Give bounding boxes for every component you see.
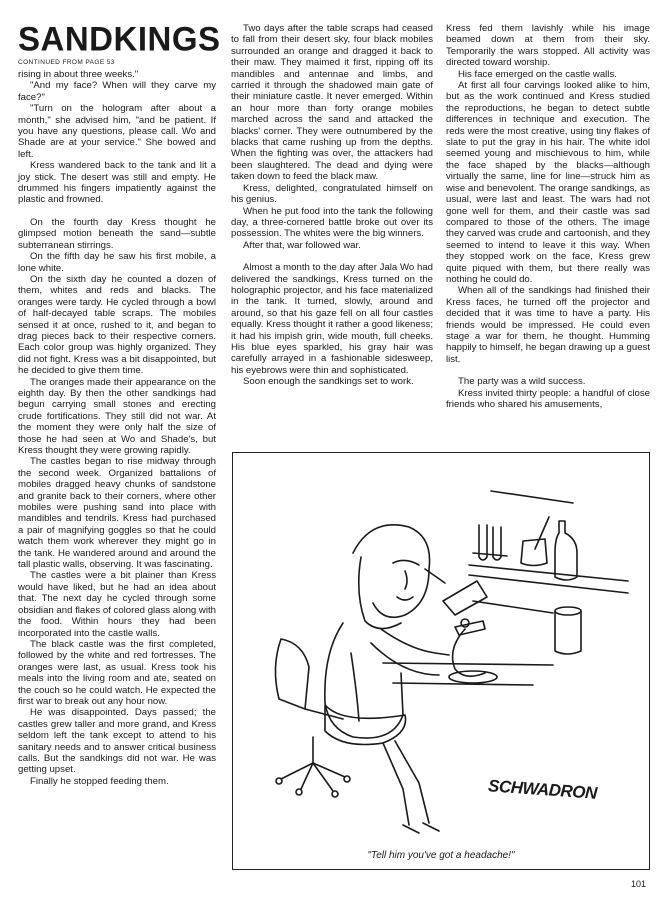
- paragraph: rising in about three weeks.": [18, 69, 139, 80]
- text-column-3: [446, 23, 650, 410]
- paragraph: Almost a month to the day after Jala Wo had delivered the sandkings, Kress turned on the holographic projector, and his face materialized in the tank. It turned, slowly, around and around, so that his gaze fell on all four castles equally. Kress thought it rather a good likeness; it had his impish grin, wide mouth, full cheeks. His blue eyes sparkled, his gray hair was carefully arrayed in a fashionable sidesweep, his eyebrows were thin and sophisticated.: [231, 262, 433, 376]
- paragraph: When he put food into the tank the following day, a three-cornered battle broke out over its possession. The whites were the big winners.: [231, 205, 433, 240]
- paragraph: "Turn on the hologram after about a month," she advised him, "and be patient. If you have any questions, please call. Wo and Shade are at your service." She bowed and left.: [18, 103, 216, 160]
- paragraph: Kress fed them lavishly while his image beamed down at them from their sky. Temporarily the wars stopped. All activity was directed toward worship.: [446, 23, 650, 69]
- paragraph: After that, war followed war.: [243, 239, 361, 251]
- paragraph: The party was a wild success.: [458, 376, 586, 388]
- paragraph: Finally he stopped feeding them.: [30, 775, 169, 787]
- page-number: 101: [631, 879, 647, 889]
- paragraph: The black castle was the first completed, followed by the white and red fortresses. The oranges were last, as usual. Kress took his meals into the living room and ate, seated on the couch so he could watch. He expected the first war to break out any hour now.: [18, 638, 216, 707]
- text-column-1: [18, 69, 216, 787]
- article-title: SANDKINGS: [18, 19, 221, 58]
- paragraph: The castles began to rise midway through the second week. Organized battalions of mobiles dragged heavy chunks of sandstone and granite back to their corners, where other mobiles were pushing sand into place with mandibles and tendrils. Kress had purchased a pair of magnifying goggles so that he could watch them work wherever they might go in the tank. He wandered around and around the tall plastic walls, observing. It was fascinating.: [18, 456, 216, 571]
- cartoonist-signature: SCHWADRON: [487, 776, 598, 803]
- paragraph: Soon enough the sandkings set to work.: [243, 376, 414, 388]
- paragraph: On the fifth day he saw his first mobile, a lone white.: [18, 251, 216, 274]
- paragraph: Two days after the table scraps had ceased to fall from their desert sky, four black mobiles surrounded an orange and dragged it back to their maw. They maimed it first, ripping off its mandibles and antennae and limbs, and carried it through the shadowed main gate of their miniature castle. It never emerged. Within an hour more than forty orange mobiles marched across the sand and attacked the blacks' corner. They were outnumbered by the blacks that came rushing up from the depths. When the fighting was over, the attackers had been slaughtered. The dead and dying were taken down to feed the black maw.: [231, 23, 433, 183]
- text-column-2: [231, 23, 433, 388]
- paragraph: "And my face? When will they carve my face?": [18, 80, 216, 103]
- cartoon-illustration: [233, 453, 648, 868]
- cartoon-caption: "Tell him you've got a headache!": [367, 850, 515, 861]
- paragraph: He was disappointed. Days passed; the castles grew taller and more grand, and Kress seldom left the tank except to attend to his sanitary needs and to answer critical business calls. But the sandkings did not war. He was getting upset.: [18, 707, 216, 776]
- paragraph: Kress, delighted, congratulated himself on his genius.: [231, 182, 433, 206]
- paragraph: Kress invited thirty people: a handful of close friends who shared his amusements,: [446, 387, 650, 410]
- paragraph: His face emerged on the castle walls.: [458, 68, 617, 80]
- paragraph: The oranges made their appearance on the eighth day. By then the other sandkings had begun carrying small stones and erecting crude fortifications. They still did not war. At the moment they were only half the size of those he had seen at Wo and Shade's, but Kress thought they were growing rapidly.: [18, 376, 216, 456]
- paragraph: At first all four carvings looked alike to him, but as the work continued and Kress studied the reproductions, he began to detect subtle differences in technique and execution. The reds were the most creative, using tiny flakes of slate to put the gray in his hair. The white idol seemed young and mischievous to him, while the face shaped by the blacks—although virtually the same, line for line—struck him as wise and benevolent. The orange sandkings, as usual, were last and least. The wars had not gone well for them, and their castle was sad compared to those of the others. The image they carved was crude and cartoonish, and they seemed to intend to leave it this way. When they stopped work on the face, Kress grew quite piqued with them, but there really was nothing he could do.: [446, 80, 650, 285]
- paragraph: When all of the sandkings had finished their Kress faces, he turned off the projector and decided that it was time to have a party. His friends would be impressed. He could even stage a war for them, he thought. Humming happily to himself, he began drawing up a guest list.: [446, 285, 650, 365]
- paragraph: Kress wandered back to the tank and lit a joy stick. The desert was still and empty. He drummed his fingers impatiently against the plastic and frowned.: [18, 160, 216, 206]
- paragraph: The castles were a bit plainer than Kress would have liked, but he had an idea about that. The next day he cycled through some obsidian and flakes of colored glass along with the food. Within hours they had been incorporated into the castle walls.: [18, 570, 216, 639]
- paragraph: On the sixth day he counted a dozen of them, whites and reds and blacks. The oranges were tardy. He cycled through a bowl of half-decayed table scraps. The mobiles sensed it at once, rushed to it, and began to drag pieces back to their respective corners. Each color group was highly organized. They did not fight. Kress was a bit disappointed, but he decided to give them time.: [18, 273, 216, 377]
- paragraph: On the fourth day Kress thought he glimpsed motion beneath the sand—subtle subterranean stirrings.: [18, 216, 216, 251]
- continued-from-note: CONTINUED FROM PAGE 53: [18, 59, 115, 66]
- cartoon-panel: [232, 452, 650, 870]
